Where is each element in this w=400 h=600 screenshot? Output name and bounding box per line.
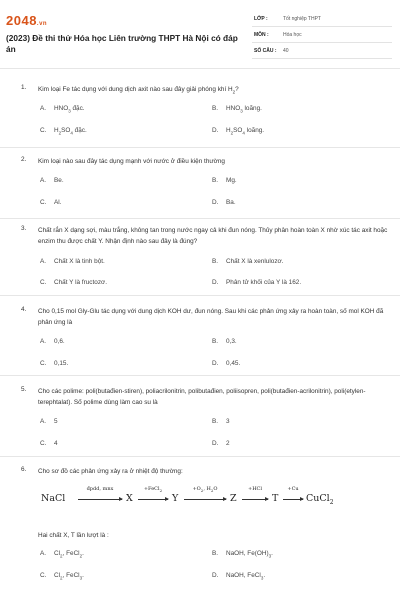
meta-key: SỐ CÂU :	[254, 48, 277, 54]
option-a[interactable]: A. $Cl_2$, FeCl$_2$.	[40, 550, 84, 559]
question-text: Cho sơ đồ các phản ứng xảy ra ở nhiệt độ thường:	[38, 468, 183, 475]
meta-row-count	[252, 43, 392, 59]
option-a[interactable]: A. 0,6.	[40, 338, 65, 345]
question-3	[0, 225, 400, 295]
option-c[interactable]: C. 0,15.	[40, 360, 69, 367]
question-text: Kim loại Fe tác dụng với dung dịch axit nào sau đây giải phóng khí $H_2$?	[38, 86, 239, 95]
option-a[interactable]: A. Be.	[40, 177, 64, 184]
option-a[interactable]: A. Chất X là tinh bột.	[40, 258, 105, 265]
option-a[interactable]: A. 5	[40, 418, 58, 425]
question-text: Chất rắn X dạng sợi, màu trắng, không tan trong nước ngay cả khi đun nóng. Thủy phân hoàn toàn X nhờ xúc tác axit hoặc enzim thu được chất Y. Nhận định nào sau đây là đúng?	[38, 227, 388, 245]
species-y: Y	[172, 493, 179, 504]
question-6-followup	[0, 530, 400, 540]
question-text: Kim loại nào sau đây tác dụng mạnh với nước ở điều kiện thường	[38, 158, 225, 165]
reaction-arrow-4	[242, 499, 268, 500]
question-divider	[0, 218, 400, 219]
question-text: Cho 0,15 mol Gly-Glu tác dụng với dung dịch KOH dư, đun nóng. Sau khi các phản ứng xảy ra hoàn toàn, số mol KOH đã phản ứng là	[38, 308, 384, 326]
header-divider	[0, 68, 400, 69]
question-divider	[0, 456, 400, 457]
option-a[interactable]: A. $HNO_3$ đặc.	[40, 105, 85, 114]
arrow-label-5: +Cu	[287, 486, 299, 492]
site-logo-tld: .vn	[36, 21, 48, 27]
meta-value: Hóa học	[283, 32, 302, 38]
species-z: Z	[230, 493, 237, 504]
question-divider	[0, 295, 400, 296]
reaction-scheme	[38, 479, 338, 519]
option-c[interactable]: C. Al.	[40, 199, 62, 206]
question-text: Cho các polime: poli(butađien-stiren), poliacrilonitrin, polibutađien, poliisopren, poli(butađien-acrilonitrin), poli(etylen-terephtalat). Số polime dùng làm cao su là	[38, 388, 366, 406]
document-header	[0, 0, 400, 66]
option-c[interactable]: C. $H_2SO_4$ đặc.	[40, 127, 87, 136]
species-nacl: NaCl	[41, 493, 66, 504]
arrow-label-4: +HCl	[248, 486, 262, 492]
meta-row-grade	[252, 11, 392, 27]
question-1	[0, 84, 400, 144]
arrow-label-3: $+O_2$, $H_2O$	[192, 486, 218, 493]
species-cucl2: CuCl$_2$	[306, 493, 334, 506]
meta-key: LỚP :	[254, 16, 268, 22]
question-followup-text: Hai chất X, T lần lượt là :	[38, 532, 109, 539]
meta-value: 40	[283, 48, 289, 54]
question-number: 4.	[21, 306, 27, 313]
species-t: T	[272, 493, 279, 504]
option-b[interactable]: B. 0,3.	[212, 338, 237, 345]
reaction-arrow-3	[184, 499, 226, 500]
option-c[interactable]: C. $Cl_2$, FeCl$_3$.	[40, 572, 84, 581]
meta-row-subject	[252, 27, 392, 43]
meta-value: Tốt nghiệp THPT	[283, 16, 321, 22]
question-number: 6.	[21, 466, 27, 473]
option-b[interactable]: B. $HNO_3$ loãng.	[212, 105, 262, 114]
question-2	[0, 156, 400, 216]
question-number: 5.	[21, 386, 27, 393]
meta-key: MÔN :	[254, 32, 269, 38]
question-divider	[0, 147, 400, 148]
option-d[interactable]: D. NaOH, FeCl$_3$.	[212, 572, 266, 581]
option-b[interactable]: B. Chất X là xenlulozơ.	[212, 258, 284, 265]
question-number: 3.	[21, 225, 27, 232]
page-title: (2023) Đề thi thử Hóa học Liên trường THPT Hà Nội có đáp án	[6, 33, 238, 54]
question-number: 2.	[21, 156, 27, 163]
question-4	[0, 306, 400, 376]
arrow-label-1: đpdd, mnx	[86, 486, 114, 492]
reaction-arrow-2	[138, 499, 168, 500]
option-c[interactable]: C. Chất Y là fructozơ.	[40, 279, 107, 286]
species-x: X	[126, 493, 133, 504]
reaction-arrow-1	[78, 499, 122, 500]
question-number: 1.	[21, 84, 27, 91]
option-d[interactable]: D. 2	[212, 440, 230, 447]
site-logo[interactable]: 2048.vn	[6, 13, 48, 28]
option-d[interactable]: D. 0,45.	[212, 360, 241, 367]
option-d[interactable]: D. $H_2SO_4$ loãng.	[212, 127, 265, 136]
arrow-label-2: +FeCl$_2$	[143, 486, 163, 493]
option-b[interactable]: B. 3	[212, 418, 230, 425]
question-divider	[0, 375, 400, 376]
exam-meta-table	[252, 11, 392, 59]
reaction-arrow-5	[283, 499, 303, 500]
option-d[interactable]: D. Ba.	[212, 199, 236, 206]
option-b[interactable]: B. NaOH, $Fe(OH)_3$.	[212, 550, 273, 559]
option-d[interactable]: D. Phân tử khối của Y là 162.	[212, 279, 302, 286]
option-b[interactable]: B. Mg.	[212, 177, 237, 184]
option-c[interactable]: C. 4	[40, 440, 58, 447]
question-5	[0, 386, 400, 456]
